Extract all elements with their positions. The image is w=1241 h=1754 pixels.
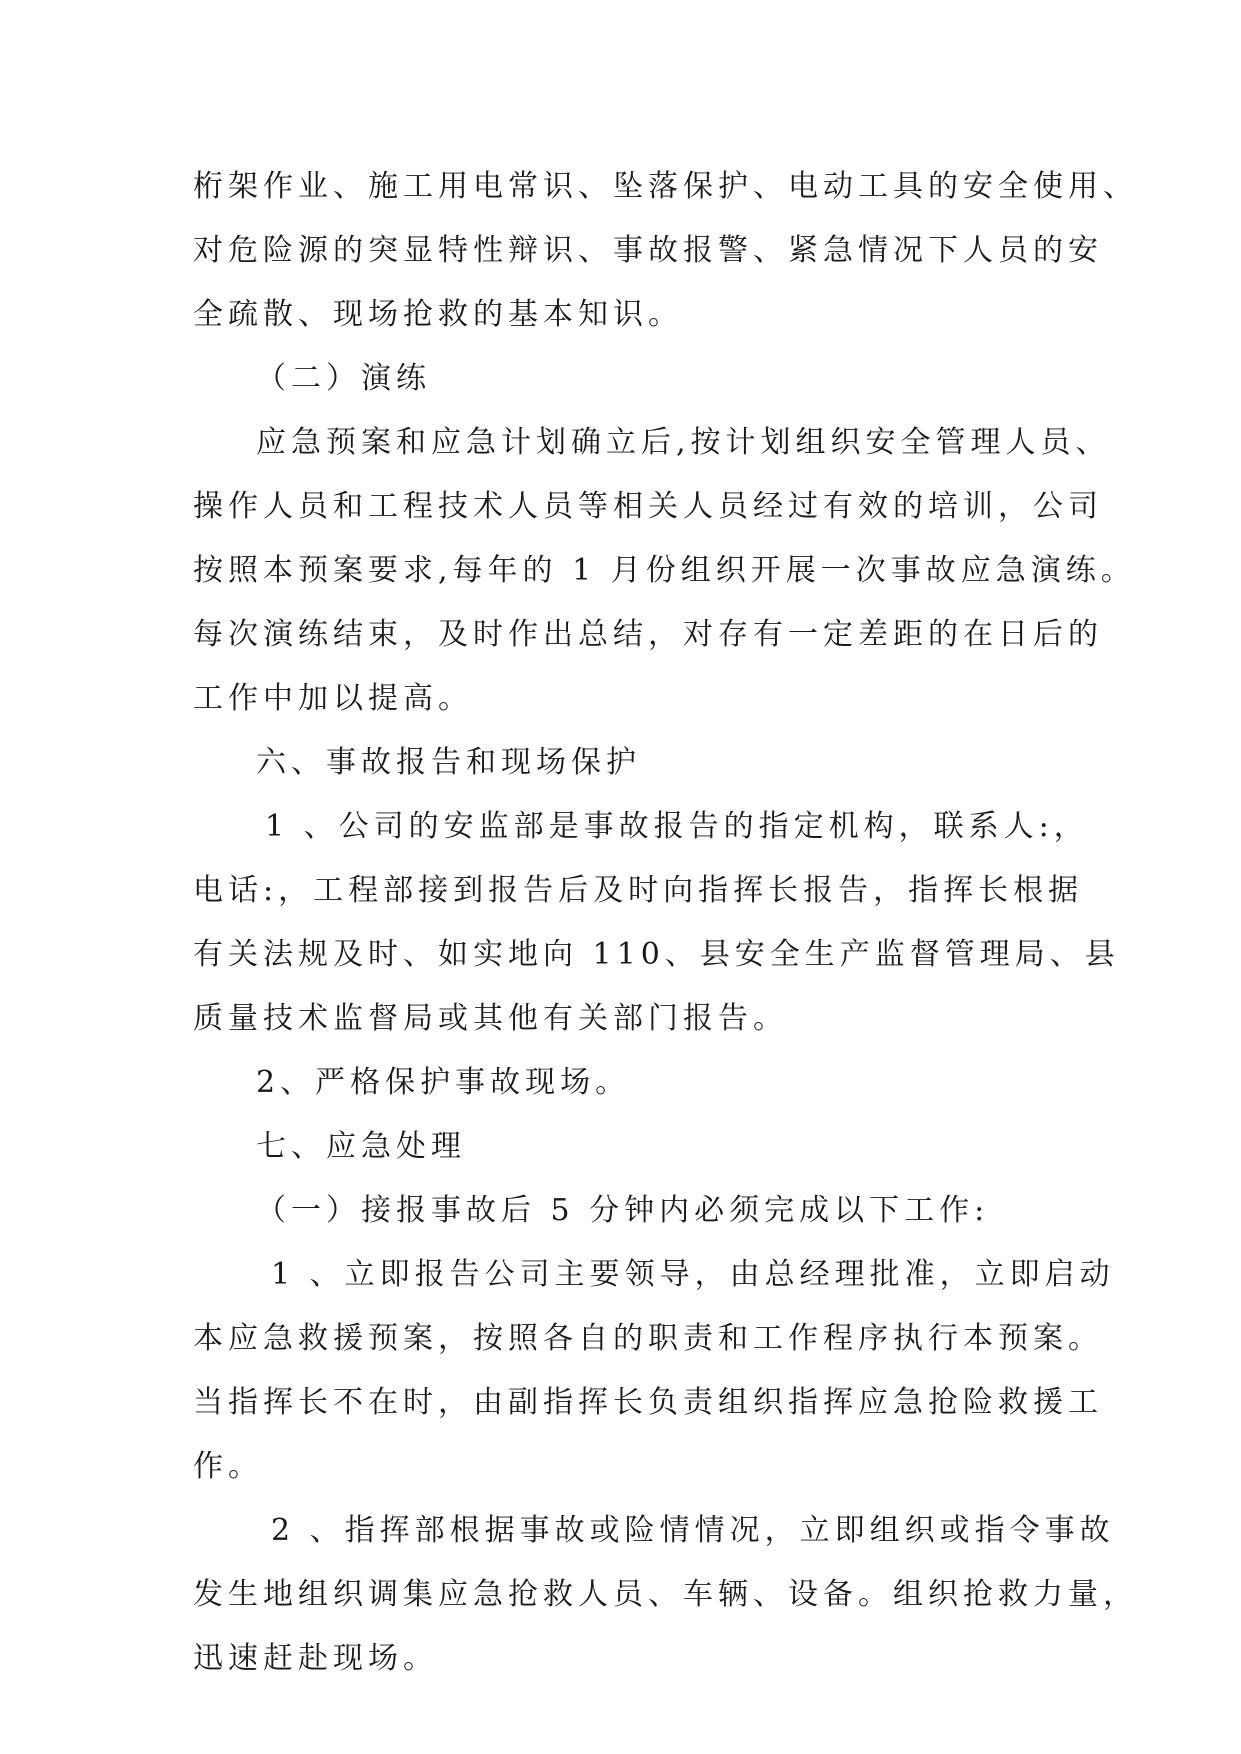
- text-line: 按照本预案要求,每年的 1 月份组织开展一次事故应急演练。: [193, 553, 1136, 588]
- list-item-start: 1 、立即报告公司主要领导，由总经理批准，立即启动: [271, 1257, 1115, 1292]
- text-line: 当指挥长不在时，由副指挥长负责组织指挥应急抢险救援工: [193, 1385, 1103, 1420]
- list-item-start: 1 、公司的安监部是事故报告的指定机构，联系人:，: [265, 809, 1089, 844]
- text-line: 电话:，工程部接到报告后及时向指挥长报告，指挥长根据: [193, 873, 1084, 908]
- document-body: [193, 155, 1138, 1691]
- text-line: 对危险源的突显特性辩识、事故报警、紧急情况下人员的安: [193, 233, 1103, 268]
- text-line: 迅速赶赴现场。: [193, 1641, 438, 1676]
- text-line: 质量技术监督局或其他有关部门报告。: [193, 1001, 788, 1036]
- text-line: 每次演练结束，及时作出总结，对存有一定差距的在日后的: [193, 617, 1103, 652]
- text-line: 全疏散、现场抢救的基本知识。: [193, 297, 683, 332]
- subsection-heading: （一）接报事故后 5 分钟内必须完成以下工作:: [256, 1193, 990, 1228]
- text-line: 有关法规及时、如实地向 110、县安全生产监督管理局、县: [193, 937, 1120, 972]
- text-line: 工作中加以提高。: [193, 681, 473, 716]
- paragraph-start: 应急预案和应急计划确立后,按计划组织安全管理人员、: [256, 425, 1111, 460]
- text-line: 作。: [193, 1449, 263, 1484]
- section-heading-emergency-handling: 七、应急处理: [256, 1129, 466, 1164]
- list-item-start: 2 、指挥部根据事故或险情情况，立即组织或指令事故: [271, 1513, 1115, 1548]
- section-heading-accident-report: 六、事故报告和现场保护: [256, 745, 641, 780]
- text-line: 发生地组织调集应急抢救人员、车辆、设备。组织抢救力量，: [193, 1577, 1138, 1612]
- text-line: 本应急救援预案，按照各自的职责和工作程序执行本预案。: [193, 1321, 1103, 1356]
- list-item: 2、严格保护事故现场。: [256, 1065, 631, 1100]
- text-line: 桁架作业、施工用电常识、坠落保护、电动工具的安全使用、: [193, 169, 1138, 204]
- text-line: 操作人员和工程技术人员等相关人员经过有效的培训，公司: [193, 489, 1103, 524]
- section-heading-drill: （二）演练: [256, 361, 431, 396]
